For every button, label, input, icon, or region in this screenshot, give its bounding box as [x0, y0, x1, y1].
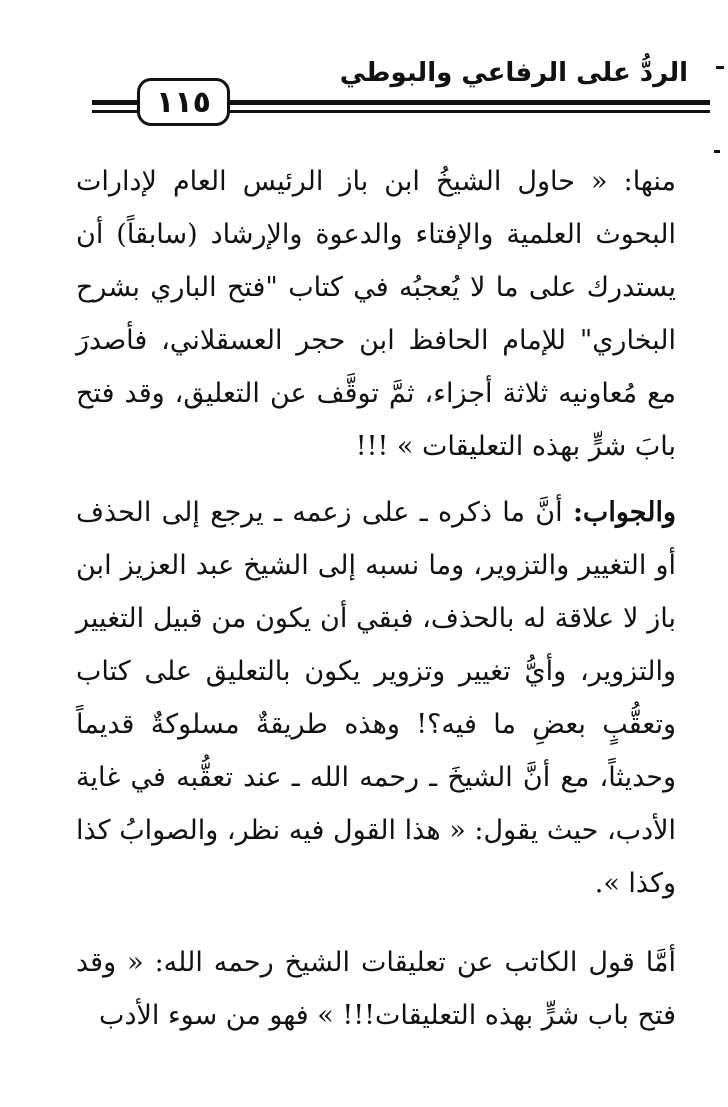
paragraph-text: أنَّ ما ذكره ـ على زعمه ـ يرجع إلى الحذف أو التغيير والتزوير، وما نسبه إلى الشيخ عبد العزيز ابن باز لا علاقة له بالحذف، فبقي أن يكون من قبيل التغيير والتزوير، وأيُّ تغيير وتزوير يكون بالتعليق على كتاب وتعقُّبٍ بعضِ ما فيه؟! وهذه طريقةٌ مسلوكةٌ قديماً وحديثاً، مع أنَّ الشيخَ ـ رحمه الله ـ عند تعقُّبه في غاية الأدب، حيث يقول: « هذا القول فيه نظر، والصوابُ كذا وكذا ».	[76, 497, 676, 899]
page-number-text: ١١٥	[156, 84, 211, 120]
margin-mark	[714, 150, 720, 153]
page-number	[137, 78, 230, 126]
margin-mark	[716, 66, 724, 69]
answer-label: والجواب:	[572, 497, 676, 528]
paragraph-continuation	[76, 936, 676, 1042]
paragraph-quote	[76, 155, 676, 473]
paragraph-text: منها: « حاول الشيخُ ابن باز الرئيس العام لإدارات البحوث العلمية والإفتاء والدعوة والإرشاد (سابقاً) أن يستدرك على ما لا يُعجبُه في كتاب "فتح الباري بشرح البخاري" للإمام الحافظ ابن حجر العسقلاني، فأصدرَ مع مُعاونيه ثلاثة أجزاء، ثمَّ توقَّف عن التعليق، وقد فتح بابَ شرٍّ بهذه التعليقات » !!!	[76, 166, 676, 462]
running-title: الردُّ على الرفاعي والبوطي	[339, 58, 688, 88]
paragraph-text: أمَّا قول الكاتب عن تعليقات الشيخ رحمه الله: « وقد فتح باب شرٍّ بهذه التعليقات!!! » فهو من سوء الأدب	[76, 947, 676, 1031]
paragraph-answer	[76, 486, 676, 910]
